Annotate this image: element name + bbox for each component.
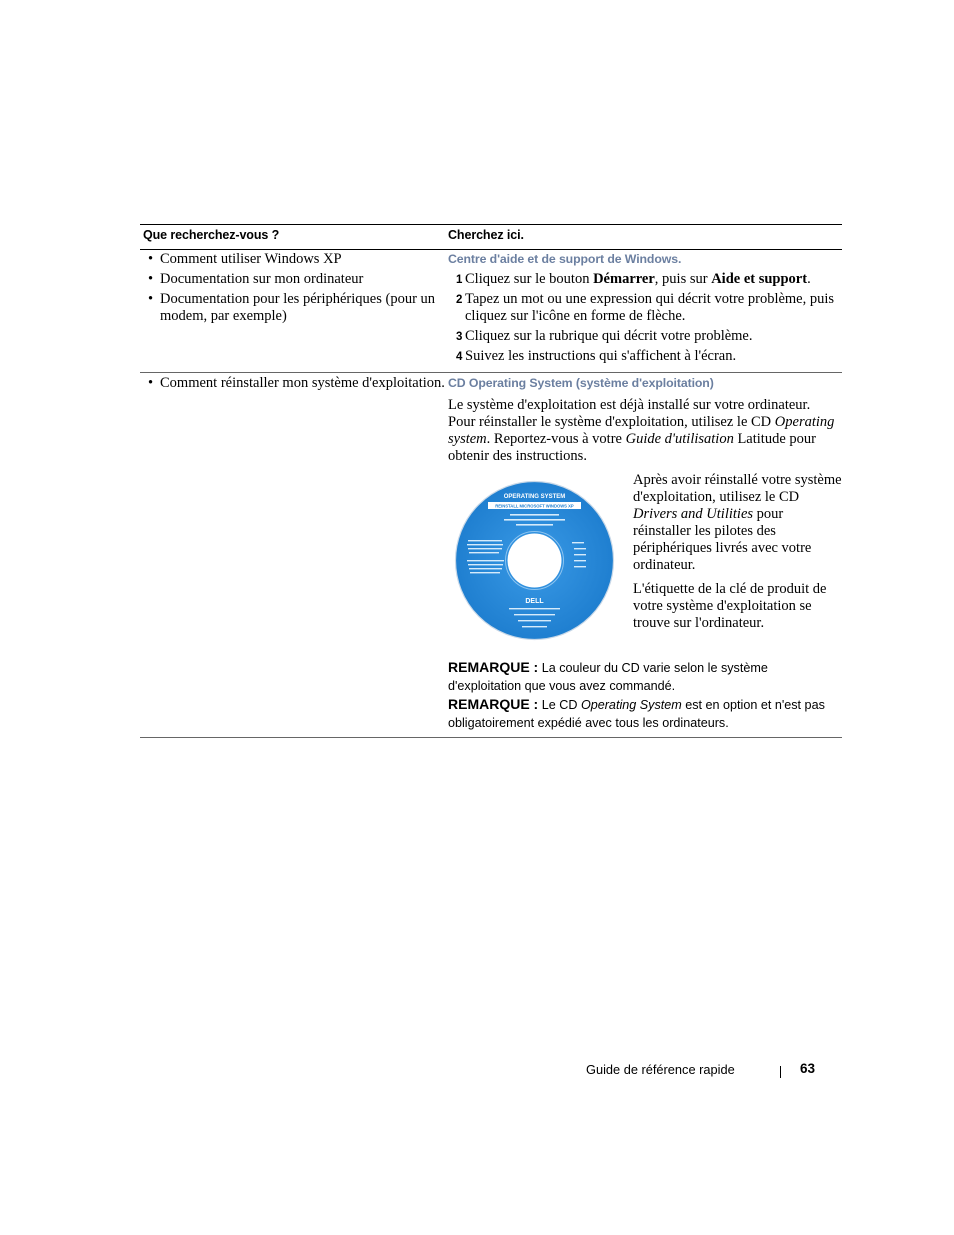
- list-item: • Comment utiliser Windows XP: [148, 251, 342, 267]
- text: Après avoir réinstallé votre système d'exploitation, utilisez le CD: [633, 472, 842, 505]
- note-text: Le CD: [538, 698, 581, 712]
- bullet-text: Documentation pour les périphériques (pour un modem, par exemple): [160, 291, 436, 324]
- note-label: REMARQUE :: [448, 659, 539, 675]
- note-italic: Operating System: [580, 698, 682, 712]
- step-number: 4: [456, 351, 463, 363]
- step-3: [448, 328, 842, 345]
- cd-title: OPERATING SYSTEM: [503, 494, 566, 500]
- step-4: [448, 348, 842, 365]
- step-number: 3: [456, 331, 463, 343]
- row1-bullets: [143, 251, 443, 328]
- section-title-help: Centre d'aide et de support de Windows.: [448, 252, 682, 266]
- step-2: [448, 291, 842, 325]
- text: Le système d'exploitation est déjà installé sur votre ordinateur. Pour réinstaller le système d'exploitation, utilisez le CD: [448, 397, 811, 430]
- note-text: La couleur du CD varie selon le système d'exploitation que vous avez commandé.: [448, 661, 768, 693]
- row1-content: [448, 252, 842, 368]
- step-number: 1: [456, 274, 463, 286]
- bullet-text: Comment réinstaller mon système d'exploitation.: [160, 375, 445, 391]
- section-title-cd: CD Operating System (système d'exploitation): [448, 376, 714, 390]
- step-number: 2: [456, 294, 463, 306]
- footer-separator: [780, 1066, 781, 1078]
- cd-subtitle: REINSTALL MICROSOFT WINDOWS XP: [495, 503, 574, 509]
- step-text: Cliquez sur le bouton: [465, 271, 594, 287]
- note-label: REMARQUE :: [448, 696, 539, 712]
- drivers-paragraph: [633, 472, 842, 574]
- footer-title: Guide de référence rapide: [586, 1062, 735, 1077]
- header-col1: Que recherchez-vous ?: [143, 228, 280, 242]
- list-item: • Documentation pour les périphériques (pour un modem, par exemple): [148, 291, 436, 324]
- text-italic: Drivers and Utilities: [633, 506, 754, 522]
- table-bottom-rule: [140, 737, 842, 738]
- table-top-rule: [140, 224, 842, 225]
- text: . Reportez-vous à votre: [486, 431, 626, 447]
- product-key-paragraph: L'étiquette de la clé de produit de votre système d'exploitation se trouve sur l'ordinateur.: [633, 581, 827, 631]
- os-intro-paragraph: [448, 397, 840, 465]
- step-text: .: [807, 271, 811, 287]
- step-1: [448, 271, 842, 288]
- row-divider: [140, 372, 842, 373]
- step-text: Suivez les instructions qui s'affichent à l'écran.: [465, 348, 737, 364]
- note-text: est en option et n'est pas obligatoirement expédié avec tous les ordinateurs.: [448, 698, 825, 730]
- cd-brand-logo: DELL: [525, 598, 544, 605]
- note-cd-color: [448, 658, 842, 695]
- text-italic: Guide d'utilisation: [625, 431, 734, 447]
- text: Latitude pour obtenir des instructions.: [448, 431, 816, 464]
- list-item: • Comment réinstaller mon système d'exploitation.: [148, 375, 445, 391]
- text-italic: Operating system: [448, 414, 835, 447]
- step-text: Cliquez sur la rubrique qui décrit votre problème.: [465, 328, 753, 344]
- step-bold-start: Démarrer: [593, 271, 655, 287]
- list-item: • Documentation sur mon ordinateur: [148, 271, 364, 287]
- step-text: Tapez un mot ou une expression qui décrit votre problème, puis cliquez sur l'icône en forme de flèche.: [465, 291, 835, 324]
- operating-system-cd-image: [454, 480, 615, 641]
- page-number: 63: [800, 1061, 816, 1076]
- step-text: , puis sur: [654, 271, 712, 287]
- text: pour réinstaller les pilotes des périphériques livrés avec votre ordinateur.: [633, 506, 812, 573]
- row2-content: [448, 376, 842, 465]
- header-rule: [140, 249, 842, 250]
- bullet-text: Documentation sur mon ordinateur: [160, 271, 364, 287]
- note-cd-optional: [448, 695, 842, 732]
- header-col2: Cherchez ici.: [448, 228, 524, 242]
- row2-bullets: [143, 375, 448, 395]
- step-bold-help: Aide et support: [711, 271, 808, 287]
- bullet-text: Comment utiliser Windows XP: [160, 251, 342, 267]
- cd-hole: [508, 534, 562, 588]
